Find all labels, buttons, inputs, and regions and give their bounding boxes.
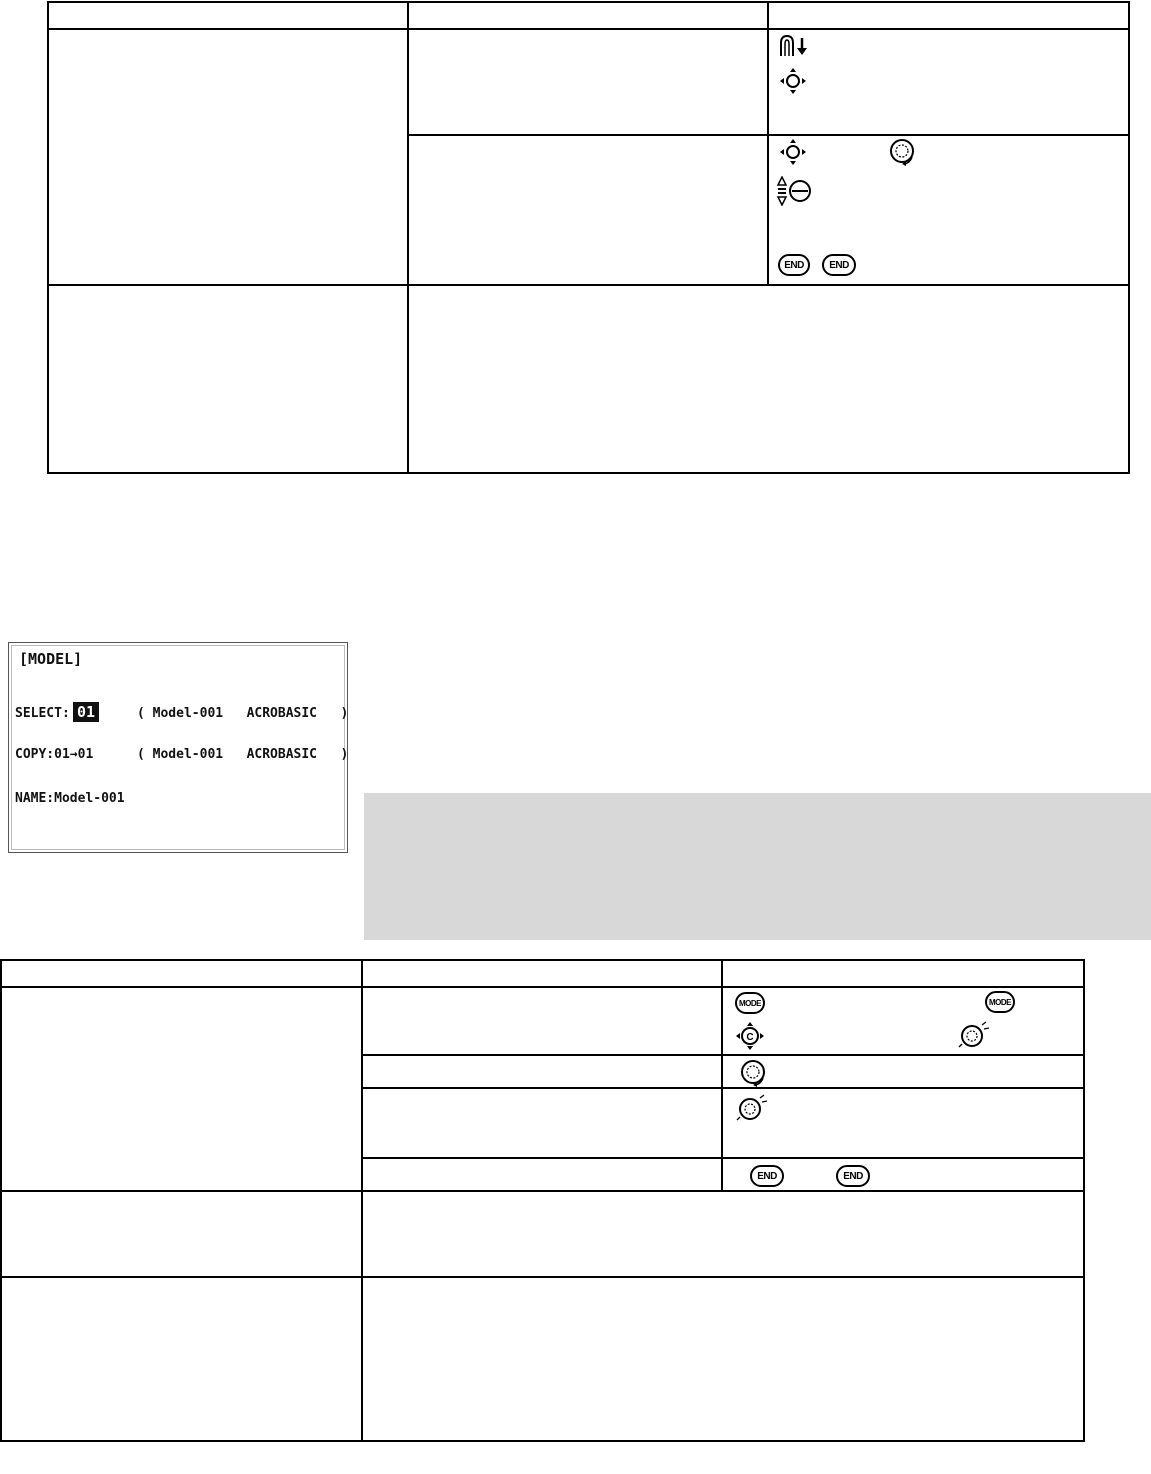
row-divider-1 [407, 134, 1130, 136]
dial-press-icon [736, 1093, 768, 1123]
table-right-border [1128, 1, 1130, 474]
lcd-name-line: NAME:Model-001 [15, 791, 125, 806]
row-divider-5 [0, 1276, 1085, 1278]
table-right-border [1083, 959, 1085, 1442]
lcd-select-label: SELECT: [15, 706, 70, 721]
column-divider-2 [767, 1, 769, 286]
lcd-title: [MODEL] [19, 650, 83, 668]
table-bottom-border [47, 472, 1130, 474]
model-lcd-screen [8, 642, 348, 853]
up-down-arrow-dial-icon [776, 176, 812, 206]
table-header-divider [0, 986, 1085, 988]
mode-button-icon: MODE [735, 992, 765, 1014]
end-button-icon: END [822, 254, 856, 276]
column-divider-1 [361, 959, 363, 1442]
lcd-copy-info: ( Model-001 ACROBASIC ) [137, 747, 349, 762]
table-header-divider [47, 28, 1130, 30]
row-divider-4 [0, 1190, 1085, 1192]
end-button-icon: END [750, 1165, 784, 1187]
svg-text:C: C [746, 1032, 754, 1043]
table-top-border [47, 1, 1130, 3]
rotary-dial-icon [888, 137, 918, 167]
cursor-lever-icon [779, 138, 807, 166]
row-divider-2 [361, 1087, 1085, 1089]
row-divider-3 [361, 1157, 1085, 1159]
dial-press-icon [958, 1020, 990, 1050]
column-divider-1 [407, 1, 409, 474]
stick-down-icon [778, 34, 808, 58]
end-button-icon: END [836, 1165, 870, 1187]
end-button-icon: END [778, 254, 810, 276]
lcd-select-info: ( Model-001 ACROBASIC ) [137, 706, 349, 721]
lcd-select-value: 01 [73, 702, 99, 722]
lcd-copy-label: COPY:01→01 [15, 747, 94, 762]
mode-button-icon: MODE [985, 991, 1015, 1013]
rotary-dial-icon [739, 1058, 769, 1088]
table-top-border [0, 959, 1085, 961]
table-left-border [47, 1, 49, 474]
cursor-lever-icon [779, 67, 807, 95]
row-divider-2 [47, 284, 1130, 286]
table-bottom-border [0, 1440, 1085, 1442]
note-box [364, 793, 1151, 940]
row-divider-1 [361, 1054, 1085, 1056]
cursor-center-icon [735, 1021, 765, 1051]
table-left-border [0, 959, 2, 1442]
